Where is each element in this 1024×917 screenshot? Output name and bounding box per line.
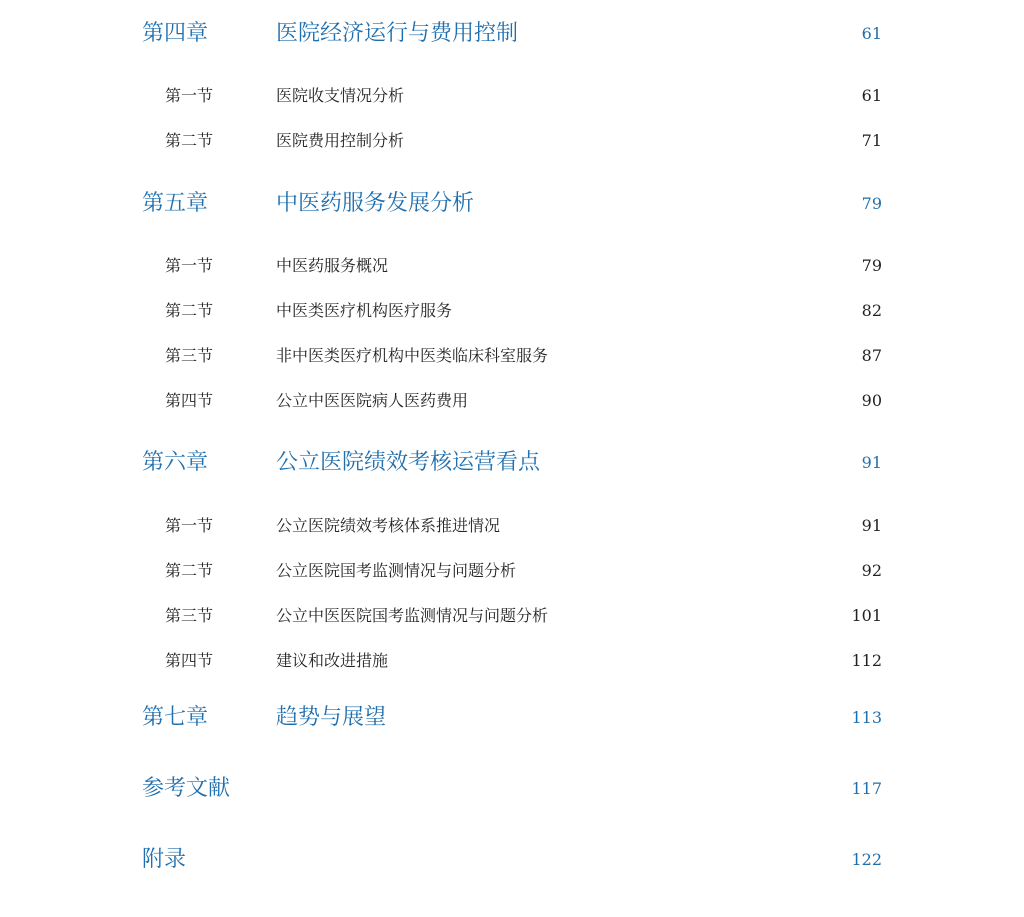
page-number: 61 [861,86,882,105]
page-number: 79 [861,256,882,275]
toc-references[interactable] [0,769,1024,809]
chapter-title: 趋势与展望 [276,705,387,730]
section-title: 公立医院国考监测情况与问题分析 [276,561,517,580]
section-number: 第二节 [165,561,214,580]
toc-section[interactable] [0,76,1024,116]
chapter-number: 第四章 [142,21,209,46]
toc-appendix[interactable] [0,840,1024,880]
chapter-number: 第七章 [142,705,209,730]
section-number: 第三节 [165,346,214,365]
page-number: 113 [851,708,882,727]
section-number: 第三节 [165,606,214,625]
page-number: 82 [861,301,882,320]
page-number: 117 [851,779,882,798]
section-title: 医院费用控制分析 [276,131,405,150]
toc-section[interactable] [0,291,1024,331]
toc-section[interactable] [0,121,1024,161]
page-number: 92 [861,561,882,580]
chapter-number: 第六章 [142,450,209,475]
section-title: 公立中医医院病人医药费用 [276,391,469,410]
page-number: 122 [851,850,882,869]
page-number: 79 [861,194,882,213]
chapter-title: 公立医院绩效考核运营看点 [276,450,541,475]
toc-section[interactable] [0,641,1024,681]
page-number: 90 [861,391,882,410]
appendix-title: 附录 [142,847,187,872]
page-number: 87 [861,346,882,365]
chapter-title: 医院经济运行与费用控制 [276,21,519,46]
section-title: 非中医类医疗机构中医类临床科室服务 [276,346,549,365]
page-number: 112 [851,651,882,670]
toc-chapter-5[interactable] [0,184,1024,224]
toc-section[interactable] [0,246,1024,286]
toc-section[interactable] [0,381,1024,421]
toc-section[interactable] [0,551,1024,591]
references-title: 参考文献 [142,776,231,801]
toc-chapter-4[interactable] [0,14,1024,54]
page-number: 91 [861,516,882,535]
toc-section[interactable] [0,506,1024,546]
toc-section[interactable] [0,596,1024,636]
page-number: 101 [851,606,882,625]
section-title: 中医药服务概况 [276,256,389,275]
section-number: 第一节 [165,516,214,535]
section-number: 第一节 [165,86,214,105]
section-title: 公立医院绩效考核体系推进情况 [276,516,501,535]
chapter-title: 中医药服务发展分析 [276,191,475,216]
section-title: 医院收支情况分析 [276,86,405,105]
chapter-number: 第五章 [142,191,209,216]
page-number: 91 [861,453,882,472]
section-number: 第四节 [165,651,214,670]
section-title: 建议和改进措施 [276,651,389,670]
toc-chapter-6[interactable] [0,443,1024,483]
section-number: 第二节 [165,301,214,320]
section-number: 第四节 [165,391,214,410]
page-number: 71 [861,131,882,150]
toc-chapter-7[interactable] [0,698,1024,738]
section-title: 公立中医医院国考监测情况与问题分析 [276,606,549,625]
section-number: 第一节 [165,256,214,275]
page-number: 61 [861,24,882,43]
section-number: 第二节 [165,131,214,150]
toc-section[interactable] [0,336,1024,376]
section-title: 中医类医疗机构医疗服务 [276,301,453,320]
